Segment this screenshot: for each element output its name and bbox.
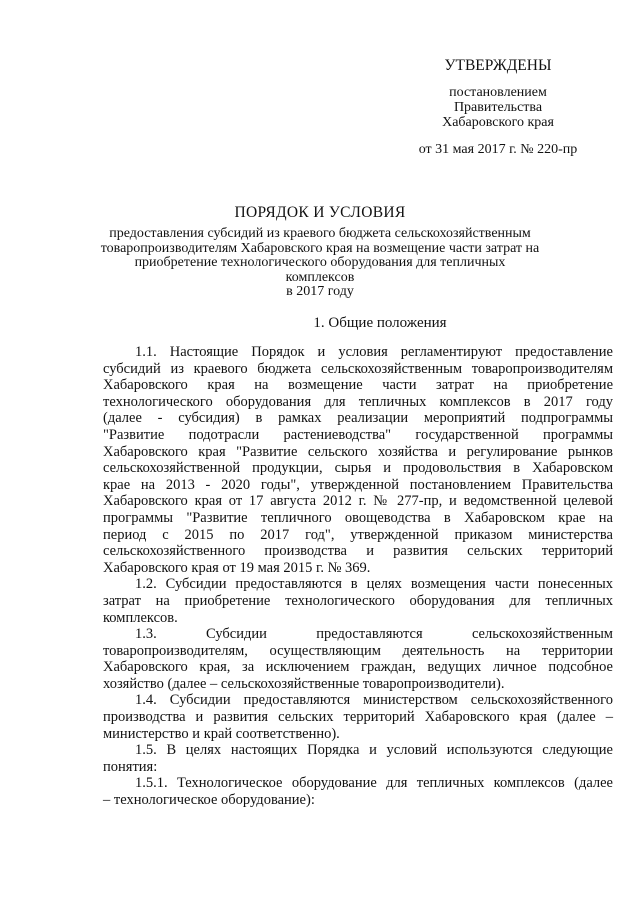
paragraph-line: товаропроизводителям, осуществляющим деятельность на территории — [103, 642, 613, 659]
subtitle-line: приобретение технологического оборудования для тепличных комплексов — [134, 255, 506, 285]
paragraph-line: технологического оборудования для тепличных комплексов в 2017 году — [103, 393, 613, 410]
paragraph-line: комплексов. — [103, 609, 178, 626]
paragraph-line: программы "Развитие тепличного овощеводства в Хабаровском крае на — [103, 509, 613, 526]
paragraph-line: 1.5.1. Технологическое оборудование для тепличных комплексов (далее — [135, 775, 613, 792]
paragraph-line: – технологическое оборудование): — [103, 792, 315, 809]
paragraph-line: Хабаровского края от 19 мая 2015 г. № 369. — [103, 559, 371, 576]
approval-block — [398, 58, 598, 157]
paragraph-line: "Развитие подотрасли растениеводства" государственной программы — [103, 426, 613, 443]
paragraph-line: 1.4. Субсидии предоставляются министерством сельскохозяйственного — [135, 692, 613, 709]
paragraph — [103, 576, 613, 626]
document-title: ПОРЯДОК И УСЛОВИЯ — [234, 204, 406, 221]
section-heading: 1. Общие положения — [313, 315, 447, 331]
paragraph-line: Хабаровского края, за исключением граждан, ведущих личное подсобное — [103, 659, 613, 676]
paragraph-line: крае на 2013 - 2020 годы", утвержденной постановлением Правительства — [103, 476, 613, 493]
paragraph-line: производства и развития сельских территорий Хабаровского края (далее – — [103, 709, 613, 726]
paragraph-line: затрат на приобретение технологического оборудования для тепличных — [103, 592, 613, 609]
paragraph-line: 1.2. Субсидии предоставляются в целях возмещения части понесенных — [135, 576, 613, 593]
paragraph-line: министерство и край соответственно). — [103, 725, 340, 742]
paragraph-line: 1.1. Настоящие Порядок и условия регламентируют предоставление — [135, 344, 613, 360]
paragraph — [103, 626, 613, 692]
approval-line: Правительства — [453, 100, 543, 115]
approval-date: от 31 мая 2017 г. № 220-пр — [418, 142, 578, 157]
paragraph-line: (далее - субсидия) в рамках реализации мероприятий подпрограммы — [103, 410, 613, 427]
paragraph-line: Хабаровского края от 17 августа 2012 г. № 277-пр, и ведомственной целевой — [103, 493, 613, 510]
paragraph-line: сельскохозяйственной продукции, сырья и продовольствия в Хабаровском — [103, 460, 613, 477]
paragraph-line: Хабаровского края на возмещение части затрат на приобретение — [103, 377, 613, 394]
paragraph-line: период с 2015 по 2017 год", утвержденной приказом министерства — [103, 526, 613, 543]
subtitle-line: товаропроизводителям Хабаровского края на возмещение части затрат на — [100, 240, 540, 256]
paragraph-line: 1.3. Субсидии предоставляются сельскохозяйственным — [135, 626, 613, 643]
approval-heading: УТВЕРЖДЕНЫ — [444, 57, 552, 74]
approval-line: Хабаровского края — [442, 115, 554, 130]
body-text — [103, 344, 613, 809]
paragraph-line: хозяйство (далее – сельскохозяйственные товаропроизводители). — [103, 675, 505, 692]
paragraph-line: понятия: — [103, 758, 158, 775]
paragraph — [103, 775, 613, 808]
paragraph-line: Хабаровского края "Развитие сельского хозяйства и регулирование рынков — [103, 443, 613, 460]
subtitle-line: предоставления субсидий из краевого бюджета сельскохозяйственным — [109, 226, 531, 241]
paragraph-line: субсидий из краевого бюджета сельскохозяйственным товаропроизводителям — [103, 360, 613, 377]
paragraph — [103, 742, 613, 775]
paragraph-line: 1.5. В целях настоящих Порядка и условий используются следующие — [135, 742, 613, 759]
document-subtitle — [100, 227, 540, 300]
paragraph — [103, 344, 613, 576]
paragraph-line: сельскохозяйственного производства и развития сельских территорий — [103, 543, 613, 560]
paragraph — [103, 692, 613, 742]
subtitle-line: в 2017 году — [286, 284, 354, 299]
approval-line: постановлением — [449, 85, 547, 100]
